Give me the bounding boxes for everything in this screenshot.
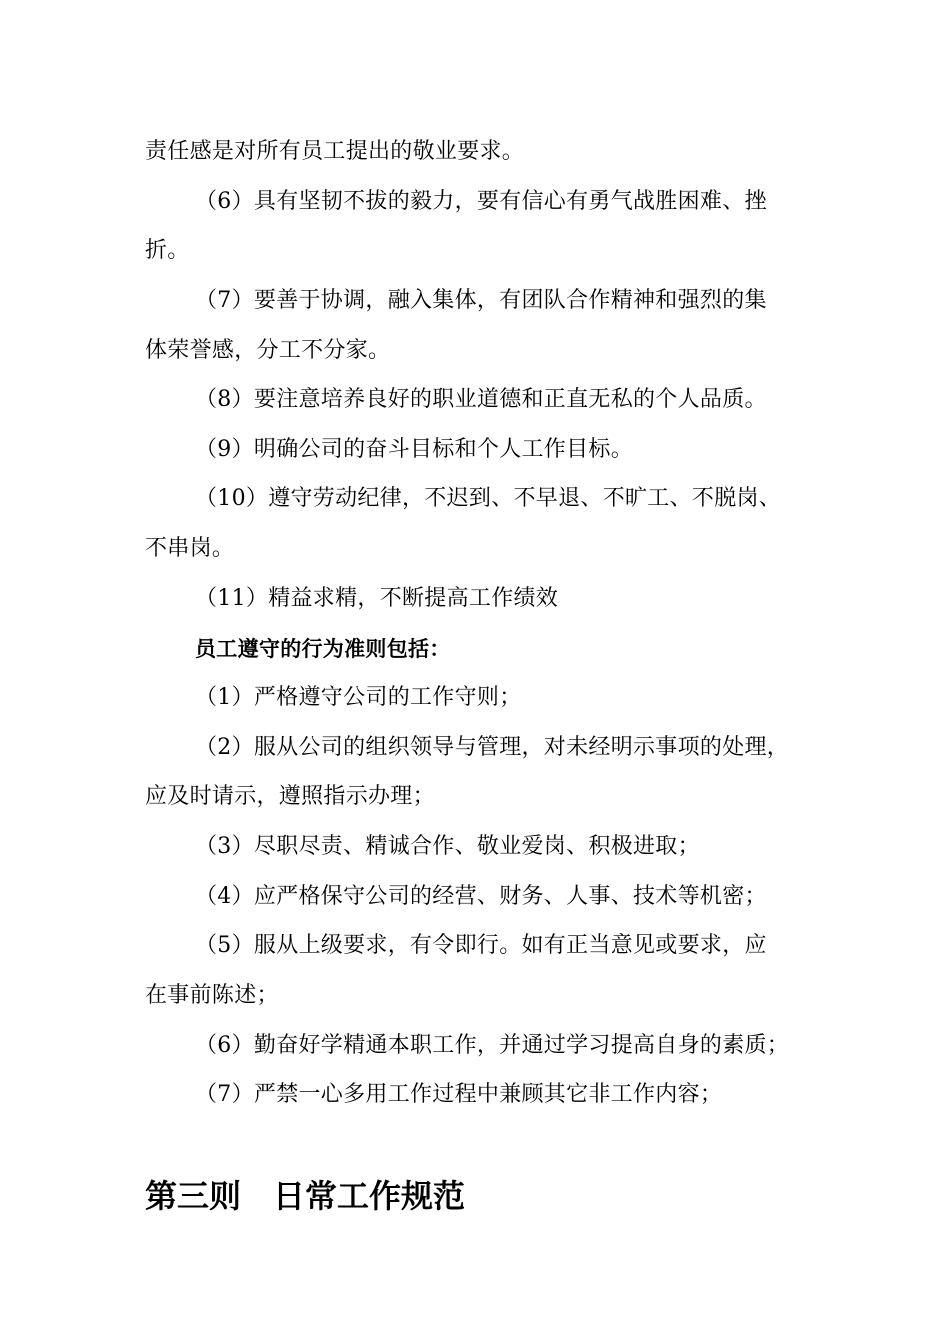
paragraph-line: 体荣誉感，分工不分家。 <box>145 338 391 363</box>
rule-line: 在事前陈述； <box>145 983 279 1008</box>
section-title: 员工遵守的行为准则包括： <box>195 637 451 661</box>
paragraph-line: 责任感是对所有员工提出的敬业要求。 <box>145 139 525 164</box>
paragraph-line: （9）明确公司的奋斗目标和个人工作目标。 <box>195 437 633 462</box>
paragraph-line: 折。 <box>145 238 190 263</box>
rule-line: （5）服从上级要求，有令即行。如有正当意见或要求，应 <box>195 933 767 958</box>
paragraph-line: （8）要注意培养良好的职业道德和正直无私的个人品质。 <box>195 387 767 412</box>
rule-line: 应及时请示，遵照指示办理； <box>145 784 435 809</box>
rule-line: （1）严格遵守公司的工作守则； <box>195 685 522 710</box>
paragraph-line: （7）要善于协调，融入集体，有团队合作精神和强烈的集 <box>195 288 767 313</box>
chapter-heading: 第三则 日常工作规范 <box>145 1177 466 1215</box>
paragraph-line: （6）具有坚韧不拔的毅力，要有信心有勇气战胜困难、挫 <box>195 189 767 214</box>
rule-line: （6）勤奋好学精通本职工作，并通过学习提高自身的素质； <box>195 1033 790 1058</box>
rule-line: （4）应严格保守公司的经营、财务、人事、技术等机密； <box>195 884 767 909</box>
rule-line: （2）服从公司的组织领导与管理，对未经明示事项的处理， <box>195 735 790 760</box>
rule-line: （3）尽职尽责、精诚合作、敬业爱岗、积极进取； <box>195 834 700 859</box>
paragraph-line: 不串岗。 <box>145 536 235 561</box>
rule-line: （7）严禁一心多用工作过程中兼顾其它非工作内容； <box>195 1082 723 1107</box>
paragraph-line: （10）遵守劳动纪律，不迟到、不早退、不旷工、不脱岗、 <box>195 486 782 511</box>
paragraph-line: （11）精益求精，不断提高工作绩效 <box>195 586 559 611</box>
